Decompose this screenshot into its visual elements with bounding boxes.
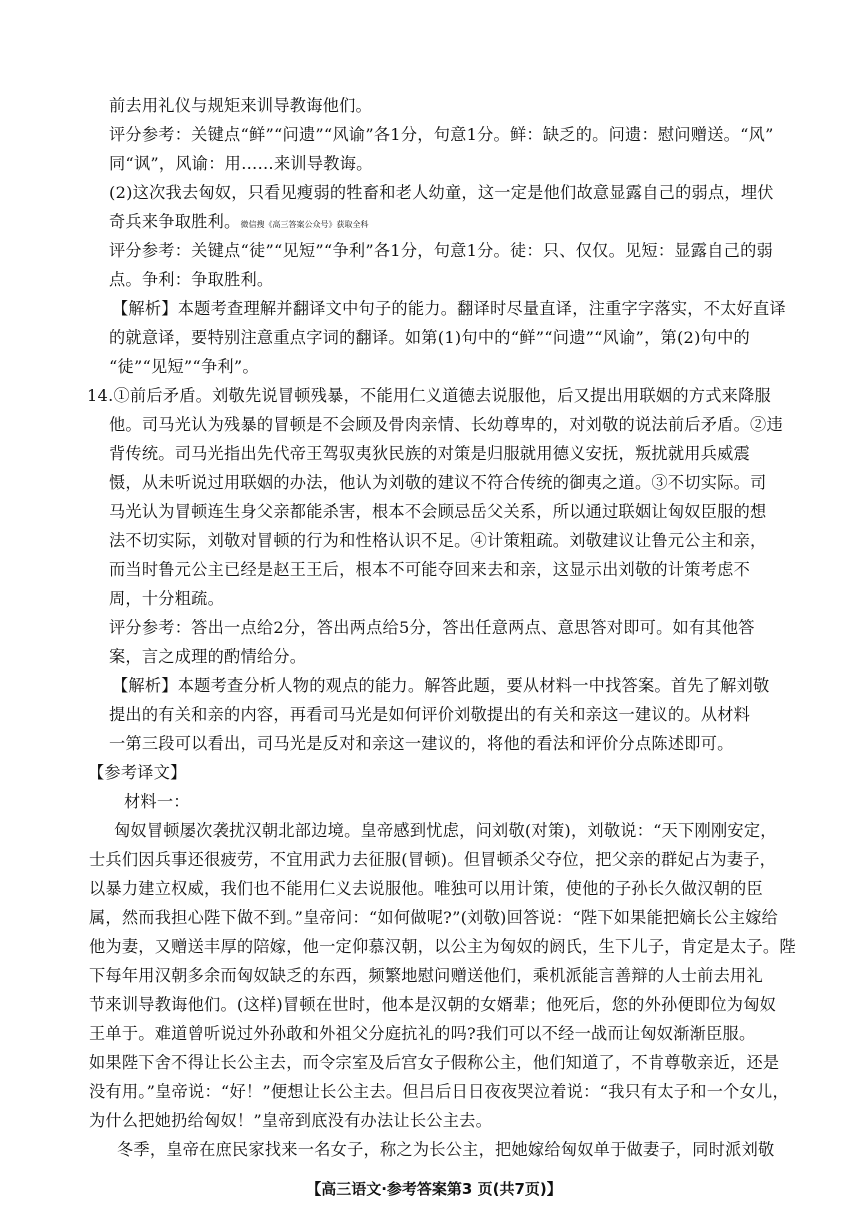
page-footer: 【高三语文·参考答案第3 页(共7页)】 [306, 1180, 562, 1198]
analysis-line: 【解析】本题考查分析人物的观点的能力。解答此题，要从材料一中找答案。首先了解刘敬 [112, 676, 770, 695]
text-line: 慑，从未听说过用联姻的办法，他认为刘敬的建议不符合传统的御夷之道。③不切实际。司 [109, 473, 767, 492]
text-line: 周，十分粗疏。 [109, 589, 225, 608]
text-line: 他。司马光认为残暴的冒顿是不会顾及骨肉亲情、长幼尊卑的，对刘敬的说法前后矛盾。②违 [109, 415, 783, 434]
text-line: 点。争利：争取胜利。 [109, 270, 274, 289]
text-line: 如果陛下舍不得让长公主去，而令宗室及后宫女子假称公主，他们知道了，不肯尊敬亲近，还是 [89, 1053, 780, 1072]
text-line: 他为妻，又赠送丰厚的陪嫁，他一定仰慕汉朝，以公主为匈奴的阏氏，生下儿子，肯定是太子。陛 [89, 937, 796, 956]
text-line: 评分参考：答出一点给2分，答出两点给5分，答出任意两点、意思答对即可。如有其他答 [109, 618, 755, 637]
text-line [109, 211, 369, 236]
material-heading: 材料一： [124, 792, 190, 811]
text-line: 匈奴冒顿屡次袭扰汉朝北部边境。皇帝感到忧虑，问刘敬(对策)，刘敬说：“天下刚刚安定， [114, 821, 777, 840]
section-heading: 【参考译文】 [88, 763, 187, 782]
text-line: 冬季，皇帝在庶民家找来一名女子，称之为长公主，把她嫁给匈奴单于做妻子，同时派刘敬 [117, 1140, 775, 1159]
text-line: 法不切实际，刘敬对冒顿的行为和性格认识不足。④计策粗疏。刘敬建议让鲁元公主和亲， [109, 531, 767, 550]
text-line: 为什么把她扔给匈奴！”皇帝到底没有办法让长公主去。 [89, 1111, 493, 1130]
text-line: 以暴力建立权威，我们也不能用仁义去说服他。唯独可以用计策，使他的子孙长久做汉朝的臣 [89, 879, 763, 898]
text-line: 没有用。”皇帝说：“好！”便想让长公主去。但吕后日日夜夜哭泣着说：“我只有太子和一个女儿， [89, 1082, 789, 1101]
question-14-line: 14.①前后矛盾。刘敬先说冒顿残暴，不能用仁义道德去说服他，后又提出用联姻的方式来降服 [87, 386, 771, 405]
text-line: 同“讽”，风谕：用……来训导教诲。 [109, 154, 373, 173]
text-line: 一第三段可以看出，司马光是反对和亲这一建议的，将他的看法和评价分点陈述即可。 [109, 734, 734, 753]
text-line: 的就意译，要特别注意重点字词的翻译。如第(1)句中的“鲜”“问遗”“风谕”，第(2)句中的 [109, 328, 750, 347]
text-line: 属，然而我担心陛下做不到。”皇帝问：“如何做呢?”(刘敬)回答说：“陛下如果能把嫡长公主嫁给 [89, 908, 779, 927]
watermark-text: 微信搜《高三答案公众号》获取全科 [240, 220, 369, 229]
analysis-line: 【解析】本题考查理解并翻译文中句子的能力。翻译时尽量直译，注重字字落实，不太好直译 [112, 299, 786, 318]
text-line: 而当时鲁元公主已经是赵王王后，根本不可能夺回来去和亲，这显示出刘敬的计策考虑不 [109, 560, 751, 579]
text-line: 评分参考：关键点“徒”“见短”“争利”各1分，句意1分。徒：只、仅仅。见短：显露自己的弱 [109, 241, 773, 260]
text-line: 案，言之成理的酌情给分。 [109, 647, 307, 666]
text-line: 马光认为冒顿连生身父亲都能杀害，根本不会顾忌岳父关系，所以通过联姻让匈奴臣服的想 [109, 502, 767, 521]
text-line: 王单于。难道曾听说过外孙敢和外祖父分庭抗礼的吗?我们可以不经一战而让匈奴渐渐臣服。 [89, 1024, 756, 1043]
text-line: “徒”“见短”“争利”。 [109, 357, 259, 376]
text-line: 节来训导教诲他们。(这样)冒顿在世时，他本是汉朝的女婿辈；他死后，您的外孙便即位为匈奴 [89, 995, 777, 1014]
text-line: (2)这次我去匈奴，只看见瘦弱的牲畜和老人幼童，这一定是他们故意显露自己的弱点，埋伏 [109, 183, 774, 202]
text-segment: 奇兵来争取胜利。 [109, 212, 241, 231]
text-line: 背传统。司马光指出先代帝王驾驭夷狄民族的对策是归服就用德义安抚，叛扰就用兵威震 [109, 444, 751, 463]
text-line: 评分参考：关键点“鲜”“问遗”“风谕”各1分，句意1分。鲜：缺乏的。问遗：慰问赠送。“风” [109, 125, 774, 144]
text-line: 提出的有关和亲的内容，再看司马光是如何评价刘敬提出的有关和亲这一建议的。从材料 [109, 705, 751, 724]
text-line: 士兵们因兵事还很疲劳，不宜用武力去征服(冒顿)。但冒顿杀父夺位，把父亲的群妃占为妻子， [89, 850, 777, 869]
text-line: 下每年用汉朝多余而匈奴缺乏的东西，频繁地慰问赠送他们，乘机派能言善辩的人士前去用礼 [89, 966, 763, 985]
text-line: 前去用礼仪与规矩来训导教诲他们。 [109, 96, 372, 115]
